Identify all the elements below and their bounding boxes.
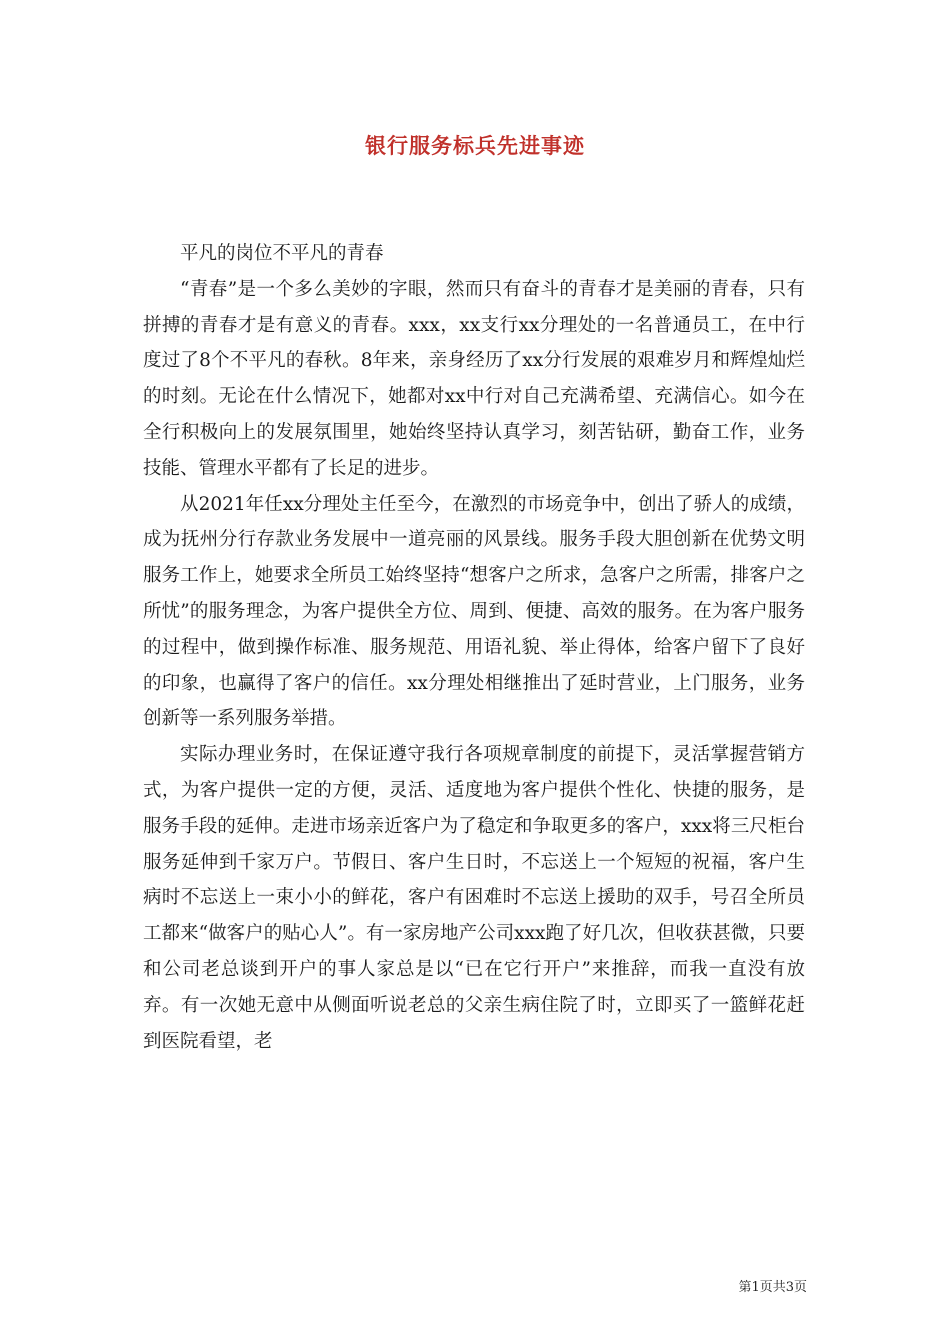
document-body xyxy=(143,236,805,1059)
paragraph: 从2021年任xx分理处主任至今，在激烈的市场竞争中，创出了骄人的成绩，成为抚州分行存款业务发展中一道亮丽的风景线。服务手段大胆创新在优势文明服务工作上，她要求全所员工始终坚持“想客户之所求，急客户之所需，排客户之所忧”的服务理念，为客户提供全方位、周到、便捷、高效的服务。在为客户服务的过程中，做到操作标准、服务规范、用语礼貌、举止得体，给客户留下了良好的印象，也赢得了客户的信任。xx分理处相继推出了延时营业，上门服务，业务创新等一系列服务举措。 xyxy=(143,493,805,730)
page-indicator: 第1页共3页 xyxy=(738,1280,807,1295)
document-title: 银行服务标兵先进事迹 xyxy=(365,133,585,158)
paragraph: 实际办理业务时，在保证遵守我行各项规章制度的前提下，灵活掌握营销方式，为客户提供一定的方便，灵活、适度地为客户提供个性化、快捷的服务，是服务手段的延伸。走进市场亲近客户为了稳定和争取更多的客户，xxx将三尺柜台服务延伸到千家万户。节假日、客户生日时，不忘送上一个短短的祝福，客户生病时不忘送上一束小小的鲜花，客户有困难时不忘送上援助的双手，号召全所员工都来“做客户的贴心人”。有一家房地产公司xxx跑了好几次，但收获甚微，只要和公司老总谈到开户的事人家总是以“已在它行开户”来推辞，而我一直没有放弃。有一次她无意中从侧面听说老总的父亲生病住院了时，立即买了一篮鲜花赶到医院看望，老 xyxy=(143,744,805,1052)
document-subtitle: 平凡的岗位不平凡的青春 xyxy=(180,243,384,264)
paragraph: “青春”是一个多么美妙的字眼，然而只有奋斗的青春才是美丽的青春，只有拼搏的青春才是有意义的青春。xxx，xx支行xx分理处的一名普通员工，在中行度过了8个不平凡的春秋。8年来，亲身经历了xx分行发展的艰难岁月和辉煌灿烂的时刻。无论在什么情况下，她都对xx中行对自己充满希望、充满信心。如今在全行积极向上的发展氛围里，她始终坚持认真学习，刻苦钻研，勤奋工作，业务技能、管理水平都有了长足的进步。 xyxy=(143,278,805,479)
